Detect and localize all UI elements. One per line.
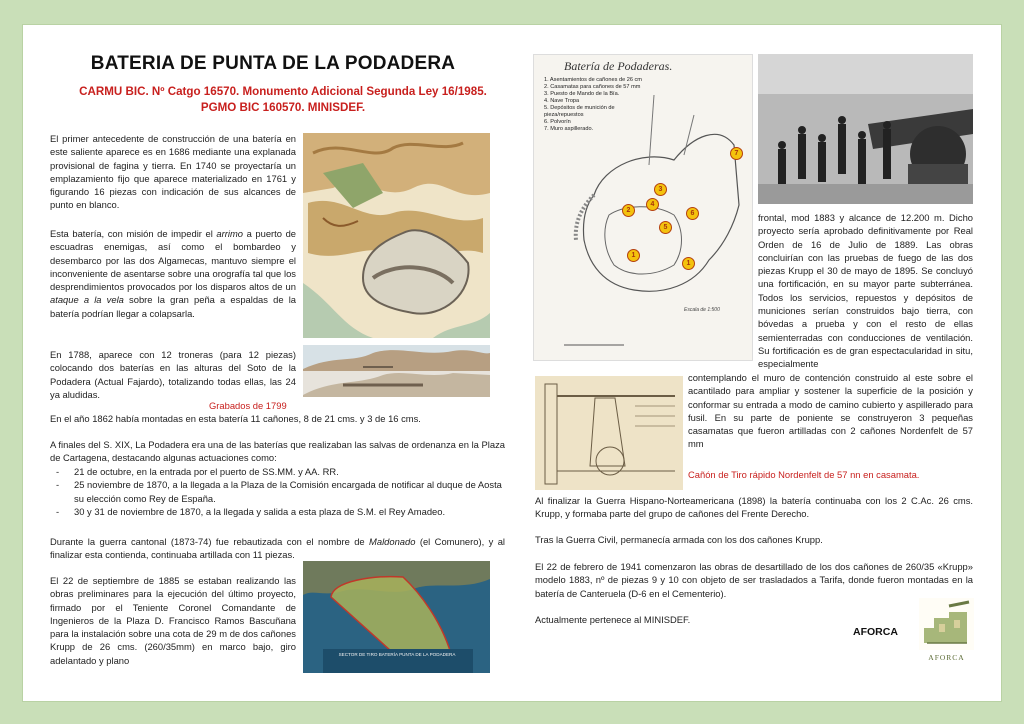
soldiers-photo-drawing [758,54,973,204]
firing-sector-map [303,561,490,673]
legend-number: 7. [544,126,551,132]
historic-map-drawing [303,133,490,338]
paragraph-project: frontal, mod 1883 y alcance de 12.200 m. Dicho proyecto sería aprobado definitivamente por Real Orden de 16 de Julio de 1889. Las obras concluirían con las pruebas de fuego de las dos piezas Krupp el 30 de mayo de 1895. Se concluyó una fortificación, en su mayor parte subterránea. Todos los servicios, repuestos y depósitos de municiones serían construidos bajo tierra, con bóvedas a prueba y con el resto de ellas semienterradas con conducciones de ventilación. Su fortificación es de gran espectacularidad in situ, especialmente [758,212,973,370]
legend-text: Depósitos de munición de pieza/repuestos [544,105,615,118]
document-page [22,24,1002,702]
paragraph-guerra-civil: Tras la Guerra Civil, permanecía armada con los dos cañones Krupp. [535,534,823,545]
legend-number: 3. [544,91,551,97]
legend-text: Polvorín [550,119,571,125]
plan-drawing [534,55,752,360]
legend-number: 4. [544,98,551,104]
aforca-logo [919,598,974,662]
nordenfelt-drawing-image [535,376,683,490]
plan-title: Batería de Podaderas. [564,59,673,73]
paragraph-salvas: A finales del S. XIX, La Podadera era una de las baterías que realizaban las salvas de ordenanza en la Plaza de Cartagena, destacando algunas actuaciones como: [50,439,505,464]
legend-text: Asentamientos de cañones de 26 cm [549,77,642,83]
soldiers-photo [758,54,973,204]
paragraph-1885: El 22 de septiembre de 1885 se estaban realizando las obras preliminares para la ejecución del último proyecto, firmado por el Teniente Coronel Comandante de Ingenieros de la Plaza D. Francisco Ramos Bascuñana para la instalación sobre una cota de 29 m de dos cañones Krupp de 26 cms. (260/35mm) en marco bajo, giro adelantado y plano [50,575,296,666]
legend-text: Muro aspillerado. [550,126,594,132]
salvas-list [50,465,505,518]
text-span: sobre la gran peña a espaldas de la batería podrían llegar a colapsarla. [50,294,297,319]
historic-map-image [303,133,490,338]
plan-marker: 1 [627,249,640,262]
paragraph-minisdef: Actualmente pertenece al MINISDEF. [535,614,691,625]
paragraph-1788: En 1788, aparece con 12 troneras (para 12 piezas) colocando dos baterías en las alturas del Soto de la Podadera (Actual Fajardo), totalizando todas ellas, las 24 ya aludidas. [50,349,296,400]
paragraph-origins: El primer antecedente de construcción de una batería en este saliente aparece es en 1686 mediante una explanada provisional de fagina y tierra. En 1740 se proyectaría un emplazamiento fijo que aparece materializado en 1761 y figurando 16 piezas con indicación de sus alcances de punto en blanco. [50,133,296,211]
plan-marker: 1 [682,257,695,270]
paragraph-1898: Al finalizar la Guerra Hispano-Norteamericana (1898) la batería continuaba con los 2 C.Ac. 26 cms. Krupp, y formaba parte del grupo de cañones del Frente Derecho. [535,495,973,520]
map-caption: SECTOR DE TIRO BATERÍA PUNTA DE LA PODADERA [338,652,456,657]
logo-label: AFORCA [853,626,898,638]
list-item: - 25 noviembre de 1870, a la llegada a la Plaza de la Comisión encargada de notificar al duque de Aosta su elección como Rey de España. [50,478,505,505]
plan-marker: 2 [622,204,635,217]
subtitle-line2: PGMO BIC 160570. MINISDEF. [200,101,366,114]
plan-marker: 4 [646,198,659,211]
paragraph-1862: En el año 1862 había montadas en esta batería 11 cañones, 8 de 21 cms. y 3 de 16 cms. [50,413,421,424]
paragraph-cantonal [50,535,505,562]
legend-number: 5. [544,105,551,111]
plan-marker: 3 [654,183,667,196]
legend-number: 1. [544,77,550,83]
nordenfelt-drawing [535,376,683,490]
text-span: a puerto de escuadras enemigas, así como el bombardeo y desembarco por las dos Algamecas, mantuvo siempre el inconveniente de asentarse sobre una orografía tal que los desprendimientos provocados por los disparos altos de un [50,228,296,293]
legend-text: Puesto de Mando de la Bía. [550,91,620,97]
legend-text: Nave Tropa [550,98,580,104]
logo-wordmark: AFORCA [928,653,965,662]
text-emphasis: arrimo [216,228,243,239]
page-title: BATERIA DE PUNTA DE LA PODADERA [90,53,456,74]
paragraph-mission [50,227,296,320]
subtitle-line1: CARMU BIC. Nº Catgo 16570. Monumento Adicional Segunda Ley 16/1985. [79,85,487,98]
aforca-logo-icon [919,598,974,650]
legend-number: 6. [544,119,551,125]
engraving-1799-image [303,345,490,397]
text-emphasis: ataque a la vela [50,294,124,306]
list-item: - 30 y 31 de noviembre de 1870, a la llegada y salida a esta plaza de S.M. el Rey Amadeo. [50,505,505,518]
plan-scale: Escala de 1:500 [684,307,720,313]
caption-grabados: Grabados de 1799 [209,400,287,411]
plan-marker: 7 [730,147,743,160]
paragraph-1941: El 22 de febrero de 1941 comenzaron las obras de desartillado de los dos cañones de 260/35 «Krupp» modelo 1883, nº de piezas 9 y 10 con objeto de ser trasladados a Tarifa, donde fueron montadas en la batería de Canteruela (D-6 en el Cementerio). [535,561,973,599]
battery-plan-image [533,54,753,361]
paragraph-casamatas: contemplando el muro de contención construido al este sobre el acantilado para ampliar y sostener la superficie de la posición y conformar su entrada a modo de camino cubierto y aspillerado para fusil. En su parte de poniente se construyeron 3 pequeñas casamatas que fueron artilladas con 2 cañones Nordenfelt de 57 mm [688,372,973,450]
legend-text: Casamatas para cañones de 57 mm [550,84,641,90]
text-span: Esta batería, con misión de impedir el [50,228,217,239]
list-item: - 21 de octubre, en la entrada por el puerto de SS.MM. y AA. RR. [50,465,505,478]
caption-nordenfelt: Cañón de Tiro rápido Nordenfelt de 57 nn en casamata. [688,469,920,480]
text-emphasis: Maldonado [369,536,416,547]
text-span: Durante la guerra cantonal (1873-74) fue rebautizada con el nombre de [50,536,370,547]
plan-marker: 5 [659,221,672,234]
plan-marker: 6 [686,207,699,220]
legend-number: 2. [544,84,551,90]
engraving-drawing [303,345,490,397]
text-span: (el Comunero), y al finalizar esta contienda, continuaba artillada con 11 piezas. [50,536,505,561]
